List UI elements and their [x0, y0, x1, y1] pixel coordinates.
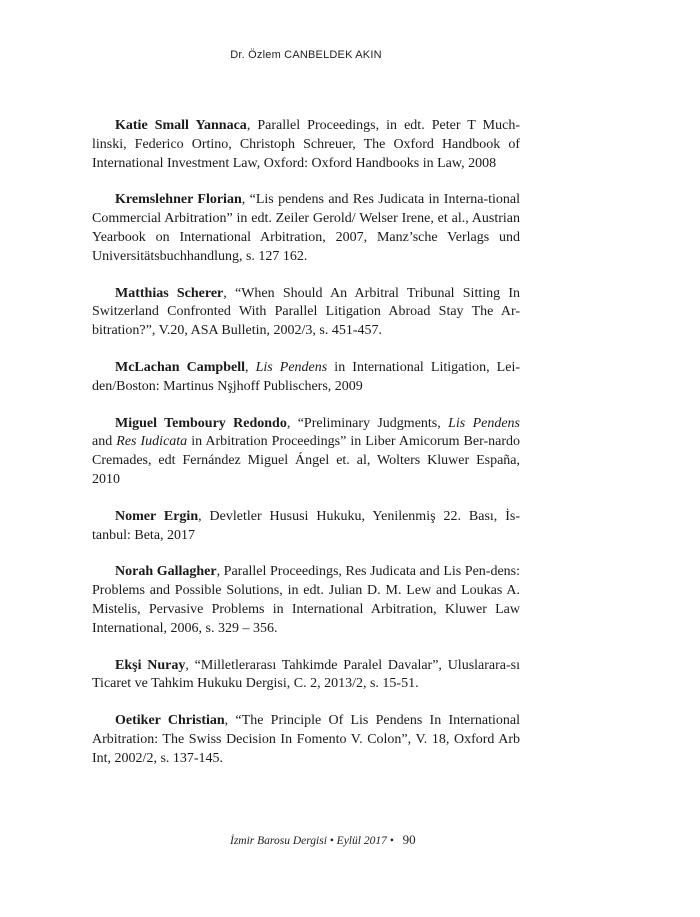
reference-italic-title: Lis Pendens — [448, 415, 520, 431]
reference-text: , Devletler Hususi Hukuku, Yenilenmiş 22. Bası, İs-tanbul: Beta, 2017 — [92, 508, 520, 543]
reference-list — [92, 117, 520, 787]
reference-text: , “Milletlerarası Tahkimde Paralel Davalar”, Uluslarara-sı Ticaret ve Tahkim Hukuku Dergisi, C. 2, 2013/2, s. 15-51. — [92, 657, 520, 692]
running-head: Dr. Özlem CANBELDEK AKIN — [230, 49, 382, 61]
reference-text: , “The Principle Of Lis Pendens In International Arbitration: The Swiss Decision In Fomento V. Colon”, V. 18, Oxford Arb Int, 2002/2, s. 137-145. — [92, 713, 520, 766]
reference-entry — [92, 191, 520, 266]
reference-text: , Parallel Proceedings, in edt. Peter T Much-linski, Federico Ortino, Christoph Schreuer, The Oxford Handbook of International Investment Law, Oxford: Oxford Handbooks in Law, 2008 — [92, 118, 520, 171]
reference-text: , “Preliminary Judgments, — [286, 415, 449, 431]
reference-text: , “When Should An Arbitral Tribunal Sitting In Switzerland Confronted With Parallel Litigation Abroad Stay The Ar-bitration?”, V.20, ASA Bulletin, 2002/3, s. 451-457. — [92, 285, 520, 339]
page-number: 90 — [402, 832, 416, 847]
reference-author: Nomer Ergin — [115, 508, 199, 524]
reference-italic-title: Res Iudicata — [116, 434, 188, 450]
reference-entry — [92, 508, 520, 546]
reference-entry — [92, 657, 520, 695]
page-footer — [230, 832, 416, 848]
reference-author: Oetiker Christian — [115, 713, 225, 729]
reference-author: Ekşi Nuray — [115, 657, 186, 673]
reference-entry — [92, 285, 520, 341]
reference-text: , Parallel Proceedings, Res Judicata and Lis Pen-dens: Problems and Possible Solutions, in edt. Julian D. M. Lew and Loukas A. Mistelis, Pervasive Problems in International Arbitration, Kluwer Law International, 2006, s. 329 – 356. — [92, 564, 520, 636]
reference-entry — [92, 359, 520, 397]
reference-author: Katie Small Yannaca — [115, 118, 247, 133]
reference-text: , “Lis pendens and Res Judicata in Interna-tional Commercial Arbitration” in edt. Zeiler Gerold/ Welser Irene, et al., Austrian Yearbook on International Arbitration, 2007, Manz’sche Verlags und Universitätsbuchhandlung, s. 127 162. — [92, 192, 520, 264]
reference-author: Kremslehner Florian — [115, 192, 242, 208]
reference-entry — [92, 117, 520, 173]
reference-italic-title: Lis Pendens — [255, 359, 328, 375]
reference-entry — [92, 415, 520, 490]
reference-text: and — [92, 434, 117, 450]
reference-text: , — [244, 359, 256, 375]
journal-info: İzmir Barosu Dergisi • Eylül 2017 • — [230, 835, 394, 847]
reference-author: Miguel Temboury Redondo — [115, 415, 287, 431]
reference-entry — [92, 563, 520, 638]
reference-author: Norah Gallagher — [115, 564, 217, 580]
reference-author: McLachan Campbell — [115, 359, 245, 375]
reference-entry — [92, 712, 520, 768]
reference-author: Matthias Scherer — [115, 285, 224, 301]
reference-text: in Arbitration Proceedings” in Liber Amicorum Ber-nardo Cremades, edt Fernández Miguel Ángel et. al, Wolters Kluwer España, 2010 — [92, 434, 521, 487]
reference-text: in International Litigation, Lei-den/Boston: Martinus Nşjhoff Publischers, 2009 — [92, 359, 521, 394]
